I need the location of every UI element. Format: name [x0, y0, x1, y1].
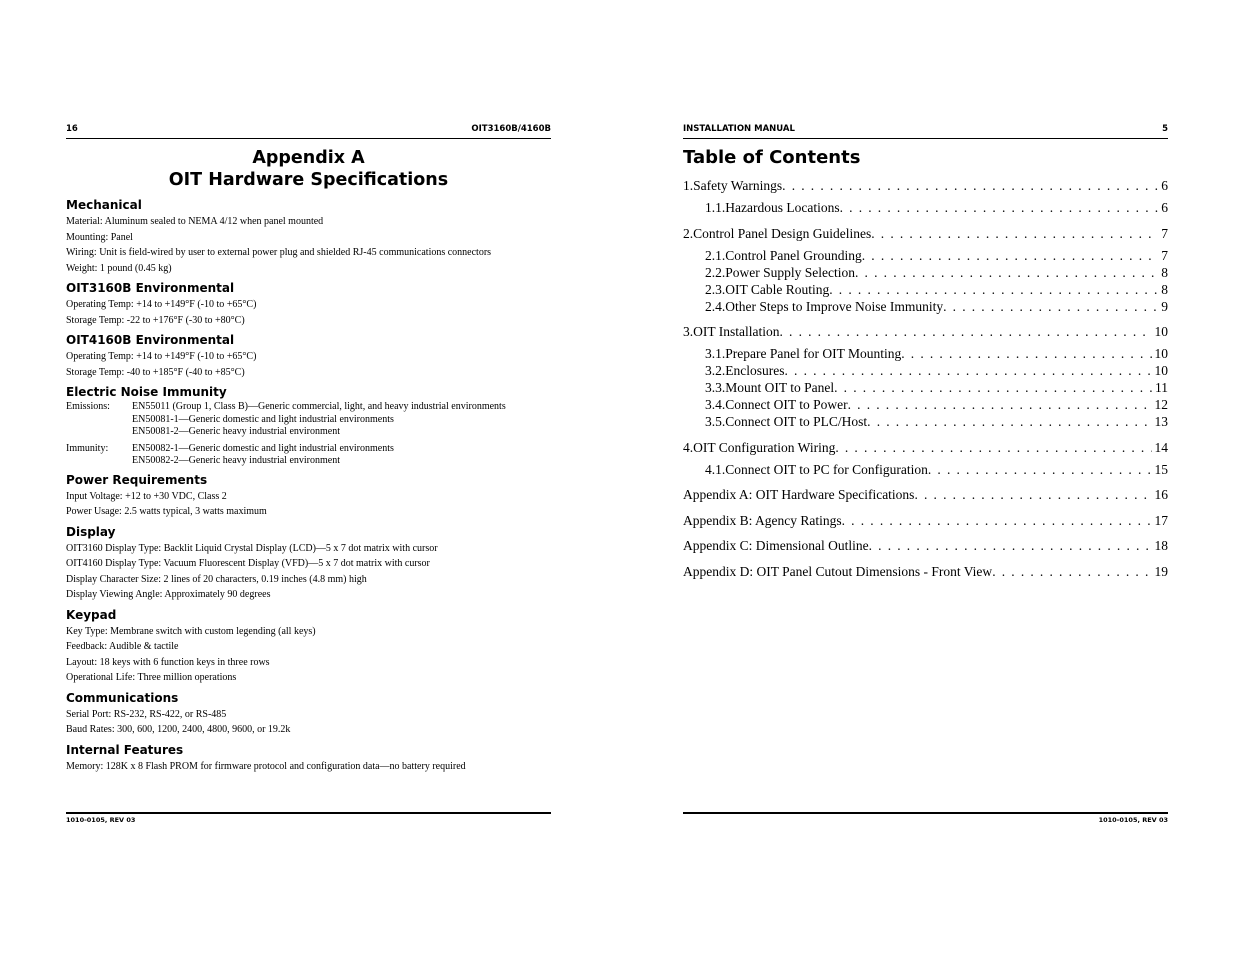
section-heading: Electric Noise Immunity — [66, 385, 227, 399]
toc-subentry[interactable]: 3.3. Mount OIT to Panel . . . 11 — [683, 379, 1168, 396]
toc-subentry[interactable]: 2.4. Other Steps to Improve Noise Immunity . . . 9 — [683, 298, 1168, 315]
section-env4160 — [66, 332, 551, 380]
page-header — [66, 124, 551, 139]
spec-line: Operating Temp: +14 to +149°F (-10 to +65°C) — [66, 351, 257, 362]
spec-line: Memory: 128K x 8 Flash PROM for firmware protocol and configuration data—no battery required — [66, 760, 466, 772]
toc-subentry[interactable]: 1.1. Hazardous Locations . . . 6 — [683, 199, 1168, 216]
spec-line: Mounting: Panel — [66, 231, 133, 243]
header-manual-title: INSTALLATION MANUAL — [683, 124, 795, 134]
appendix-title-line1: Appendix A — [252, 148, 365, 168]
toc-entry[interactable]: 3. OIT Installation . . . 10 — [683, 323, 1168, 340]
spec-line: OIT3160 Display Type: Backlit Liquid Crystal Display (LCD)—5 x 7 dot matrix with cursor — [66, 542, 438, 554]
appendix-title — [66, 147, 551, 191]
section-noise-immunity — [66, 384, 551, 468]
appendix-title-line2: OIT Hardware Specifications — [168, 170, 449, 190]
page-header — [683, 124, 1168, 139]
emissions-standard: EN55011 (Group 1, Class B)—Generic commercial, light, and heavy industrial environments — [132, 401, 506, 412]
document-revision: 1010-0105, REV 03 — [1098, 816, 1168, 824]
spec-line: Feedback: Audible & tactile — [66, 641, 179, 652]
spec-line: Operating Temp: +14 to +149°F (-10 to +65°C) — [66, 299, 257, 310]
spec-line: Storage Temp: -40 to +185°F (-40 to +85°C) — [66, 366, 245, 378]
toc-appendix-entry[interactable]: Appendix D: OIT Panel Cutout Dimensions - Front View . . . 19 — [683, 563, 1168, 580]
section-display — [66, 524, 551, 603]
spec-line: Power Usage: 2.5 watts typical, 3 watts maximum — [66, 506, 267, 517]
immunity-standard: EN50082-2—Generic heavy industrial environment — [132, 455, 340, 466]
section-heading: Power Requirements — [66, 472, 208, 487]
emissions-standard: EN50081-2—Generic heavy industrial environment — [132, 426, 340, 437]
toc-entry[interactable]: 1. Safety Warnings . . . 6 — [683, 177, 1168, 194]
spec-line: OIT4160 Display Type: Vacuum Fluorescent Display (VFD)—5 x 7 dot matrix with cursor — [66, 558, 430, 569]
section-heading: Keypad — [66, 607, 117, 622]
toc-appendix-entry[interactable]: Appendix C: Dimensional Outline . . . 18 — [683, 537, 1168, 554]
spec-line: Layout: 18 keys with 6 function keys in three rows — [66, 656, 270, 668]
section-communications — [66, 690, 551, 738]
spec-line: Display Viewing Angle: Approximately 90 degrees — [66, 589, 271, 600]
immunity-standard: EN50082-1—Generic domestic and light industrial environments — [132, 442, 394, 454]
toc-subentry[interactable]: 3.5. Connect OIT to PLC/Host . . . 13 — [683, 413, 1168, 430]
section-power — [66, 472, 551, 520]
spec-line: Input Voltage: +12 to +30 VDC, Class 2 — [66, 490, 227, 502]
spec-line: Baud Rates: 300, 600, 1200, 2400, 4800, 9600, or 19.2k — [66, 724, 291, 735]
toc-subentry[interactable]: 2.1. Control Panel Grounding . . . 7 — [683, 247, 1168, 264]
section-heading: Mechanical — [66, 198, 142, 212]
page-footer — [683, 812, 1168, 824]
spec-line: Key Type: Membrane switch with custom legending (all keys) — [66, 625, 316, 637]
section-env3160 — [66, 280, 551, 328]
section-heading: Display — [66, 524, 116, 539]
table-of-contents — [683, 177, 1168, 580]
toc-subentry[interactable]: 3.4. Connect OIT to Power . . . 12 — [683, 396, 1168, 413]
spec-line: Material: Aluminum sealed to NEMA 4/12 when panel mounted — [66, 216, 324, 227]
header-model: OIT3160B/4160B — [471, 124, 551, 134]
section-internal-features — [66, 742, 551, 775]
toc-appendix-entry[interactable]: Appendix A: OIT Hardware Specifications . . . 16 — [683, 486, 1168, 503]
toc-entry[interactable]: 4. OIT Configuration Wiring . . . 14 — [683, 439, 1168, 456]
spec-line: Serial Port: RS-232, RS-422, or RS-485 — [66, 708, 227, 720]
emissions-standard: EN50081-1—Generic domestic and light industrial environments — [132, 413, 394, 425]
toc-subentry[interactable]: 3.2. Enclosures . . . 10 — [683, 362, 1168, 379]
toc-title: Table of Contents — [683, 147, 861, 168]
immunity-label: Immunity: — [66, 442, 109, 454]
section-heading: Internal Features — [66, 742, 184, 757]
specifications — [66, 197, 551, 778]
spec-line: Weight: 1 pound (0.45 kg) — [66, 262, 172, 274]
section-keypad — [66, 607, 551, 686]
toc-appendix-entry[interactable]: Appendix B: Agency Ratings . . . 17 — [683, 512, 1168, 529]
section-heading: OIT4160B Environmental — [66, 333, 235, 347]
toc-subentry[interactable]: 2.2. Power Supply Selection . . . 8 — [683, 264, 1168, 281]
page-number: 16 — [66, 124, 78, 134]
toc-entry[interactable]: 2. Control Panel Design Guidelines . . . 7 — [683, 225, 1168, 242]
document-revision: 1010-0105, REV 03 — [66, 816, 136, 824]
spec-line: Display Character Size: 2 lines of 20 characters, 0.19 inches (4.8 mm) high — [66, 573, 367, 585]
spec-line: Storage Temp: -22 to +176°F (-30 to +80°C) — [66, 314, 245, 326]
spec-line: Operational Life: Three million operations — [66, 672, 237, 683]
spec-line: Wiring: Unit is field-wired by user to external power plug and shielded RJ-45 communications connectors — [66, 247, 492, 258]
section-heading: Communications — [66, 690, 179, 705]
toc-subentry[interactable]: 2.3. OIT Cable Routing . . . 8 — [683, 281, 1168, 298]
toc-subentry[interactable]: 3.1. Prepare Panel for OIT Mounting . . . 10 — [683, 345, 1168, 362]
section-heading: OIT3160B Environmental — [66, 281, 235, 295]
page-footer — [66, 812, 551, 824]
section-mechanical — [66, 197, 551, 276]
page-number: 5 — [1162, 124, 1168, 134]
emissions-label: Emissions: — [66, 401, 110, 412]
emissions-block — [66, 401, 551, 439]
toc-subentry[interactable]: 4.1. Connect OIT to PC for Configuration . . . 15 — [683, 461, 1168, 478]
immunity-block — [66, 443, 551, 468]
